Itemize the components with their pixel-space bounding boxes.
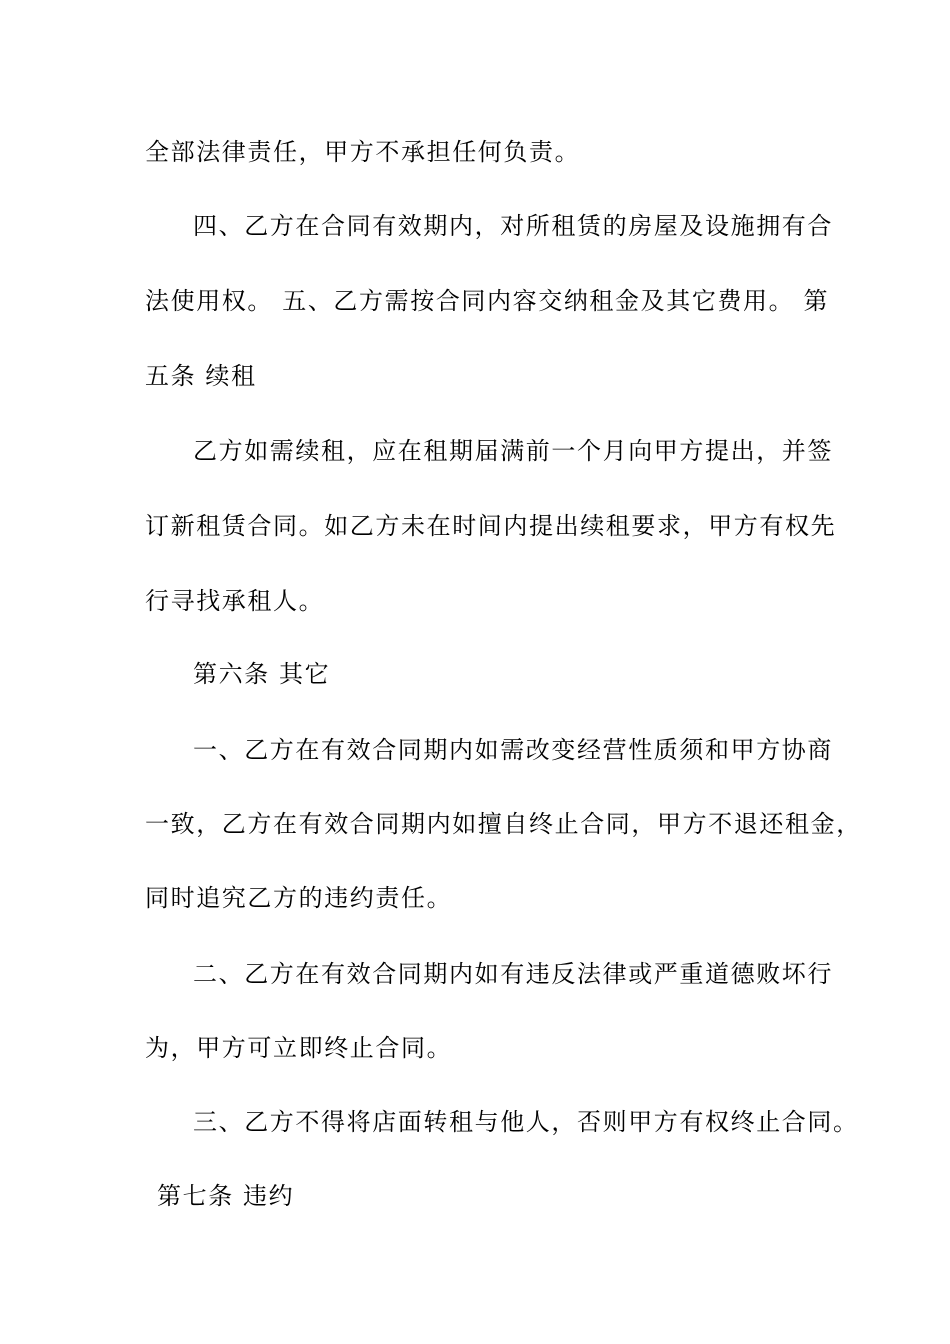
text-line: 行寻找承租人。	[145, 587, 325, 615]
text-line: 三、乙方不得将店面转租与他人，否则甲方有权终止合同。	[193, 1108, 859, 1136]
text-line: 订新租赁合同。如乙方未在时间内提出续租要求，甲方有权先	[145, 512, 837, 540]
text-line: 全部法律责任，甲方不承担任何负责。	[145, 138, 581, 166]
text-line: 二、乙方在有效合同期内如有违反法律或严重道德败坏行	[193, 960, 833, 988]
section-heading: 第七条 违约	[157, 1182, 295, 1210]
text-line: 为，甲方可立即终止合同。	[145, 1034, 453, 1062]
section-heading: 第六条 其它	[193, 660, 331, 688]
text-line: 一致，乙方在有效合同期内如擅自终止合同，甲方不退还租金，	[145, 810, 862, 838]
section-heading: 五条 续租	[145, 362, 257, 390]
text-line: 四、乙方在合同有效期内，对所租赁的房屋及设施拥有合	[193, 212, 833, 240]
text-line: 同时追究乙方的违约责任。	[145, 884, 453, 912]
text-line: 乙方如需续租，应在租期届满前一个月向甲方提出，并签	[193, 437, 833, 465]
text-line: 一、乙方在有效合同期内如需改变经营性质须和甲方协商	[193, 736, 833, 764]
text-line: 法使用权。 五、乙方需按合同内容交纳租金及其它费用。 第	[145, 287, 830, 315]
